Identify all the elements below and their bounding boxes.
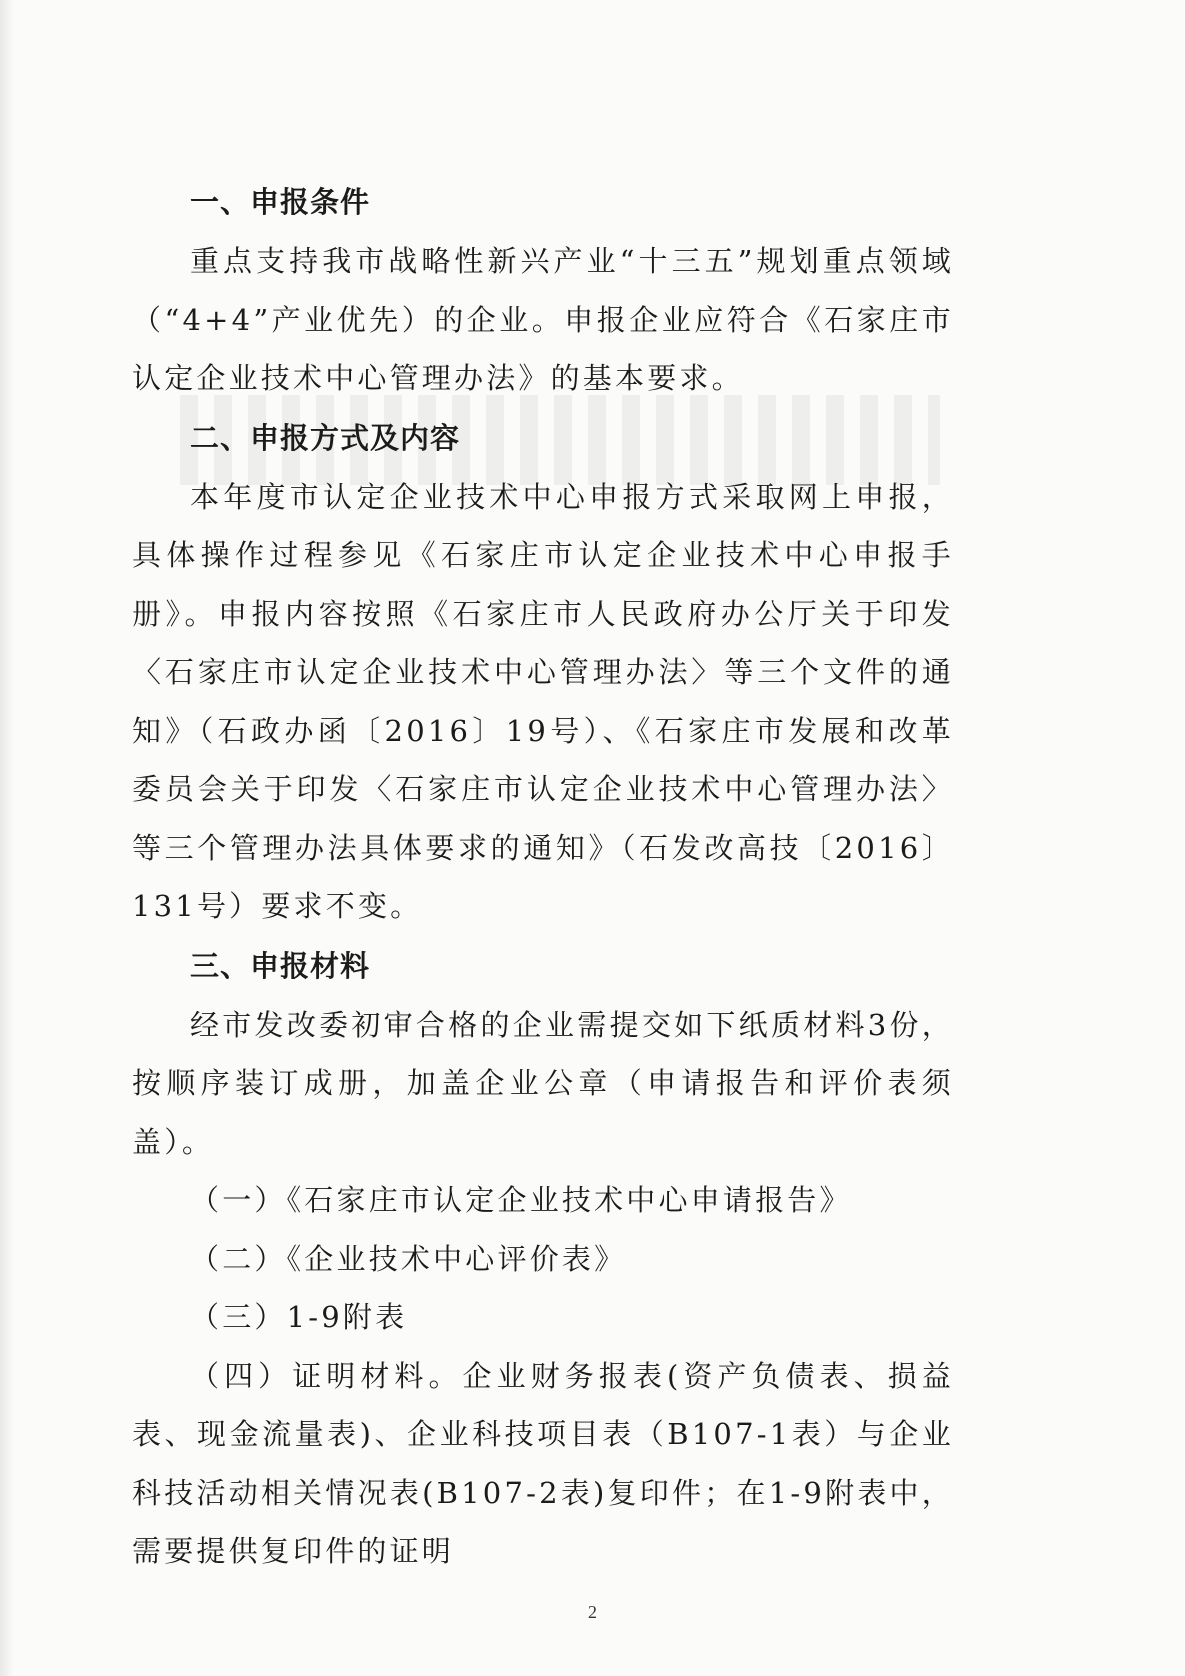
- section-heading-conditions: 一、申报条件: [190, 185, 371, 219]
- materials-item-1: （一）《石家庄市认定企业技术中心申请报告》: [190, 1183, 852, 1217]
- paragraph-materials: 经市发改委初审合格的企业需提交如下纸质材料3份，按顺序装订成册，加盖企业公章（申请报告和评价表须盖）。: [132, 1007, 954, 1159]
- document-body: [132, 172, 954, 1581]
- section-heading-materials: 三、申报材料: [190, 948, 371, 983]
- materials-item-2: （二）《企业技术中心评价表》: [190, 1241, 627, 1276]
- materials-item-3: （三）1-9附表: [190, 1300, 408, 1334]
- materials-item-4: （四）证明材料。企业财务报表(资产负债表、损益表、现金流量表)、企业科技项目表（B107-1表）与企业科技活动相关情况表(B107-2表)复印件；在1-9附表中，需要提供复印件的证明: [132, 1358, 954, 1568]
- paragraph-method: 本年度市认定企业技术中心申报方式采取网上申报，具体操作过程参见《石家庄市认定企业技术中心申报手册》。申报内容按照《石家庄市人民政府办公厅关于印发〈石家庄市认定企业技术中心管理办法〉等三个文件的通知》（石政办函〔2016〕19号）、《石家庄市发展和改革委员会关于印发〈石家庄市认定企业技术中心管理办法〉等三个管理办法具体要求的通知》（石发改高技〔2016〕131号）要求不变。: [132, 479, 954, 923]
- section-heading-method: 二、申报方式及内容: [190, 420, 461, 455]
- scan-edge-shadow: [0, 0, 14, 1676]
- page-number: 2: [588, 1602, 597, 1622]
- paragraph-conditions: 重点支持我市战略性新兴产业“十三五”规划重点领域（“4+4”产业优先）的企业。申报企业应符合《石家庄市认定企业技术中心管理办法》的基本要求。: [132, 244, 954, 395]
